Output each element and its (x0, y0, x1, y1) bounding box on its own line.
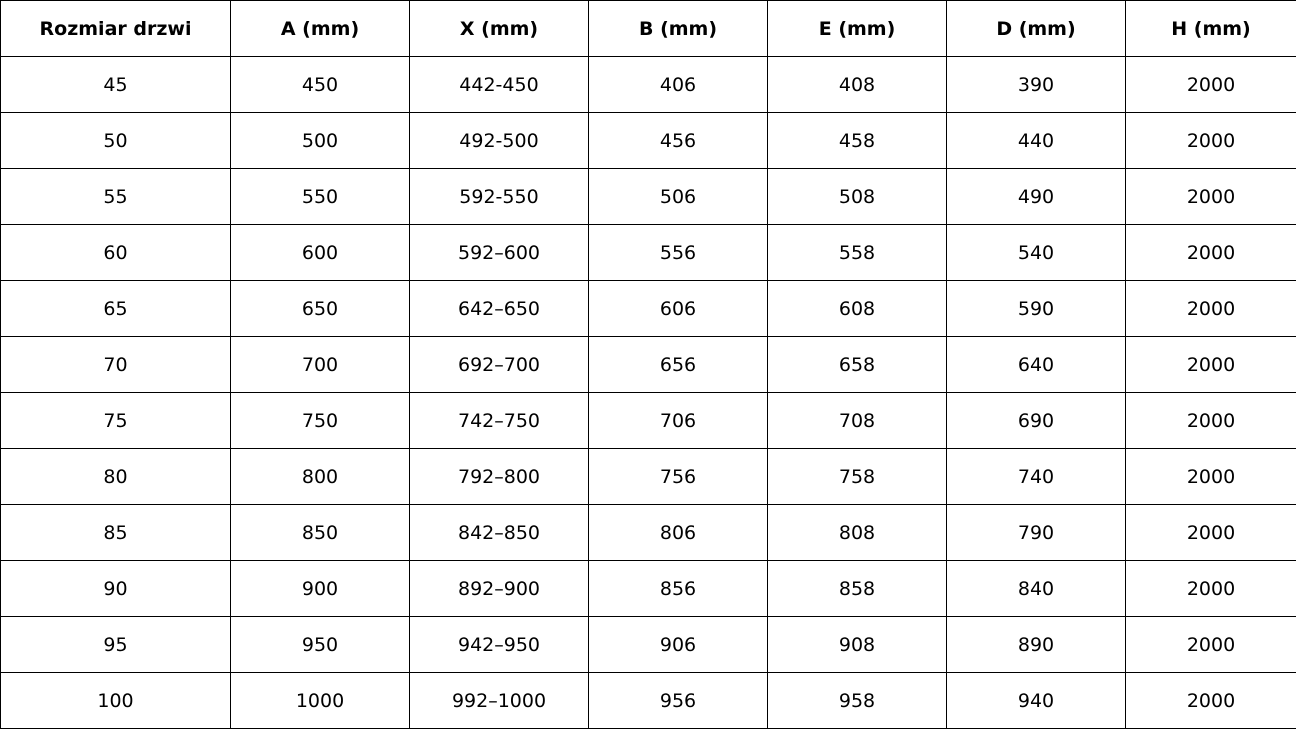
cell-b: 606 (589, 281, 768, 337)
cell-e: 408 (768, 57, 947, 113)
cell-b: 556 (589, 225, 768, 281)
cell-door-size: 75 (1, 393, 231, 449)
cell-d: 490 (947, 169, 1126, 225)
cell-h: 2000 (1126, 561, 1296, 617)
cell-door-size: 65 (1, 281, 231, 337)
table-row (1, 337, 1296, 393)
cell-a: 450 (231, 57, 410, 113)
cell-a: 900 (231, 561, 410, 617)
cell-a: 500 (231, 113, 410, 169)
cell-x: 592-550 (410, 169, 589, 225)
cell-b: 656 (589, 337, 768, 393)
table-body (1, 57, 1296, 729)
cell-d: 690 (947, 393, 1126, 449)
cell-door-size: 80 (1, 449, 231, 505)
table-row (1, 393, 1296, 449)
cell-d: 840 (947, 561, 1126, 617)
table-row (1, 57, 1296, 113)
cell-door-size: 70 (1, 337, 231, 393)
cell-door-size: 100 (1, 673, 231, 729)
cell-x: 592–600 (410, 225, 589, 281)
cell-x: 842–850 (410, 505, 589, 561)
cell-e: 908 (768, 617, 947, 673)
cell-h: 2000 (1126, 113, 1296, 169)
cell-a: 600 (231, 225, 410, 281)
cell-x: 892–900 (410, 561, 589, 617)
cell-e: 658 (768, 337, 947, 393)
cell-x: 742–750 (410, 393, 589, 449)
table-header (1, 1, 1296, 57)
table-header-row (1, 1, 1296, 57)
cell-a: 850 (231, 505, 410, 561)
cell-b: 806 (589, 505, 768, 561)
cell-h: 2000 (1126, 169, 1296, 225)
cell-x: 642–650 (410, 281, 589, 337)
cell-d: 740 (947, 449, 1126, 505)
column-header-a: A (mm) (231, 1, 410, 57)
cell-b: 706 (589, 393, 768, 449)
cell-h: 2000 (1126, 57, 1296, 113)
cell-e: 758 (768, 449, 947, 505)
cell-b: 906 (589, 617, 768, 673)
cell-door-size: 90 (1, 561, 231, 617)
cell-x: 692–700 (410, 337, 589, 393)
column-header-x: X (mm) (410, 1, 589, 57)
column-header-door-size: Rozmiar drzwi (1, 1, 231, 57)
column-header-b: B (mm) (589, 1, 768, 57)
column-header-h: H (mm) (1126, 1, 1296, 57)
cell-h: 2000 (1126, 673, 1296, 729)
table-row (1, 113, 1296, 169)
cell-h: 2000 (1126, 617, 1296, 673)
cell-x: 792–800 (410, 449, 589, 505)
cell-a: 700 (231, 337, 410, 393)
cell-b: 406 (589, 57, 768, 113)
cell-e: 808 (768, 505, 947, 561)
cell-door-size: 85 (1, 505, 231, 561)
table-row (1, 505, 1296, 561)
cell-d: 540 (947, 225, 1126, 281)
table-row (1, 561, 1296, 617)
cell-h: 2000 (1126, 337, 1296, 393)
table-row (1, 617, 1296, 673)
cell-b: 456 (589, 113, 768, 169)
cell-d: 790 (947, 505, 1126, 561)
cell-b: 856 (589, 561, 768, 617)
table-row (1, 449, 1296, 505)
cell-e: 708 (768, 393, 947, 449)
cell-x: 492-500 (410, 113, 589, 169)
cell-b: 756 (589, 449, 768, 505)
cell-e: 958 (768, 673, 947, 729)
cell-door-size: 50 (1, 113, 231, 169)
cell-x: 442-450 (410, 57, 589, 113)
cell-door-size: 45 (1, 57, 231, 113)
cell-d: 890 (947, 617, 1126, 673)
cell-x: 942–950 (410, 617, 589, 673)
cell-d: 640 (947, 337, 1126, 393)
cell-d: 590 (947, 281, 1126, 337)
table-row (1, 673, 1296, 729)
cell-h: 2000 (1126, 225, 1296, 281)
cell-e: 508 (768, 169, 947, 225)
cell-h: 2000 (1126, 449, 1296, 505)
table-row (1, 225, 1296, 281)
cell-door-size: 60 (1, 225, 231, 281)
cell-h: 2000 (1126, 393, 1296, 449)
cell-b: 956 (589, 673, 768, 729)
cell-h: 2000 (1126, 281, 1296, 337)
cell-a: 950 (231, 617, 410, 673)
cell-door-size: 95 (1, 617, 231, 673)
cell-e: 558 (768, 225, 947, 281)
table-row (1, 281, 1296, 337)
cell-e: 858 (768, 561, 947, 617)
cell-d: 940 (947, 673, 1126, 729)
column-header-e: E (mm) (768, 1, 947, 57)
cell-door-size: 55 (1, 169, 231, 225)
cell-a: 750 (231, 393, 410, 449)
cell-e: 458 (768, 113, 947, 169)
cell-x: 992–1000 (410, 673, 589, 729)
cell-b: 506 (589, 169, 768, 225)
cell-d: 440 (947, 113, 1126, 169)
cell-a: 550 (231, 169, 410, 225)
cell-a: 650 (231, 281, 410, 337)
cell-d: 390 (947, 57, 1126, 113)
column-header-d: D (mm) (947, 1, 1126, 57)
table-row (1, 169, 1296, 225)
cell-a: 1000 (231, 673, 410, 729)
cell-e: 608 (768, 281, 947, 337)
cell-h: 2000 (1126, 505, 1296, 561)
cell-a: 800 (231, 449, 410, 505)
